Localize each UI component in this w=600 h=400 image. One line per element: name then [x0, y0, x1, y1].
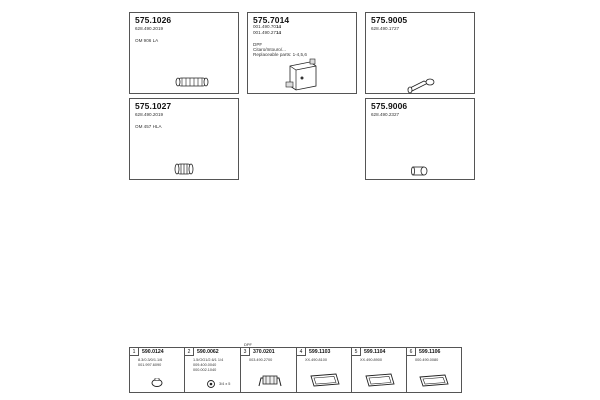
clamp-icon	[150, 378, 164, 388]
replaceable-note: Replaceable parts: 1-4,5,6	[253, 52, 307, 57]
reference-number-1: 001.490.7014	[253, 24, 282, 29]
part-number: 575.1026	[135, 15, 172, 25]
part-card-575-1026[interactable]	[129, 12, 239, 94]
item-number: 2	[185, 348, 194, 356]
strip-item-5[interactable]	[352, 348, 407, 392]
model-note: Citaro/Intouro/...	[253, 47, 286, 52]
replaceable-parts-strip	[129, 347, 462, 393]
tail-pipe-icon	[410, 163, 430, 179]
reference-number-2: 001.490.2714	[253, 30, 282, 35]
bolt-icon	[205, 379, 217, 389]
item-spec: 8.3/0.3/0/1.1/6	[138, 358, 163, 362]
part-card-575-9006[interactable]	[365, 98, 475, 180]
part-card-575-9005[interactable]	[365, 12, 475, 94]
strip-item-4[interactable]	[297, 348, 352, 392]
item-part-number: 590.0062	[197, 349, 219, 355]
item-number: 5	[352, 348, 361, 356]
item-number: 3	[241, 348, 250, 356]
item-part-number: 599.1104	[364, 349, 386, 355]
item-spec: 1.5/OG1/2.6/1 1/4	[193, 358, 224, 362]
strip-item-3[interactable]	[241, 348, 297, 392]
gasket-icon	[308, 372, 342, 388]
part-number: 575.9006	[371, 101, 408, 111]
part-number: 575.1027	[135, 101, 172, 111]
dpf-note: DPF	[253, 42, 263, 47]
item-number: 6	[407, 348, 416, 356]
part-card-575-1027[interactable]	[129, 98, 239, 180]
item-part-number: 590.0124	[142, 349, 164, 355]
dpf-silencer-icon	[284, 58, 320, 92]
gasket-icon	[417, 372, 451, 388]
item-ref-1: 009.400.0040	[193, 363, 217, 367]
strip-item-1[interactable]	[130, 348, 185, 392]
reference-number: 628.490.2019	[135, 26, 164, 31]
tail-pipe-icon	[404, 75, 438, 95]
engine-note: OM 906 LA	[135, 38, 159, 43]
engine-note: OM 457 HLA	[135, 124, 162, 129]
item-ref-2: 000.002.1040	[193, 368, 217, 372]
item-number: 4	[297, 348, 306, 356]
item-ref: XX.490.8100	[305, 358, 327, 362]
strip-item-6[interactable]	[407, 348, 461, 392]
part-number: 575.9005	[371, 15, 408, 25]
reference-number: 628.490.2327	[371, 112, 400, 117]
flex-pipe-icon	[172, 75, 212, 89]
item-ref: 003.490.2700	[249, 358, 273, 362]
gasket-icon	[363, 372, 397, 388]
part-number: 575.7014	[253, 15, 290, 25]
flex-pipe-icon	[174, 161, 194, 177]
item-ref: XX.490.8900	[360, 358, 382, 362]
strip-item-2[interactable]	[185, 348, 241, 392]
item-ref: 000.490.0080	[415, 358, 439, 362]
item-dimension: 3/4 x 5	[219, 382, 231, 386]
item-ref: 001.997.6090	[138, 363, 162, 367]
reference-number: 628.490.2019	[135, 112, 164, 117]
part-card-575-7014[interactable]	[247, 12, 357, 94]
item-number: 1	[130, 348, 139, 356]
item-part-number: 599.1106	[419, 349, 441, 355]
item-part-number: 599.1103	[309, 349, 331, 355]
mounting-bracket-icon	[257, 374, 283, 388]
dpf-label: DPF	[244, 342, 252, 347]
item-part-number: 370.0201	[253, 349, 275, 355]
reference-number: 628.490.1727	[371, 26, 400, 31]
